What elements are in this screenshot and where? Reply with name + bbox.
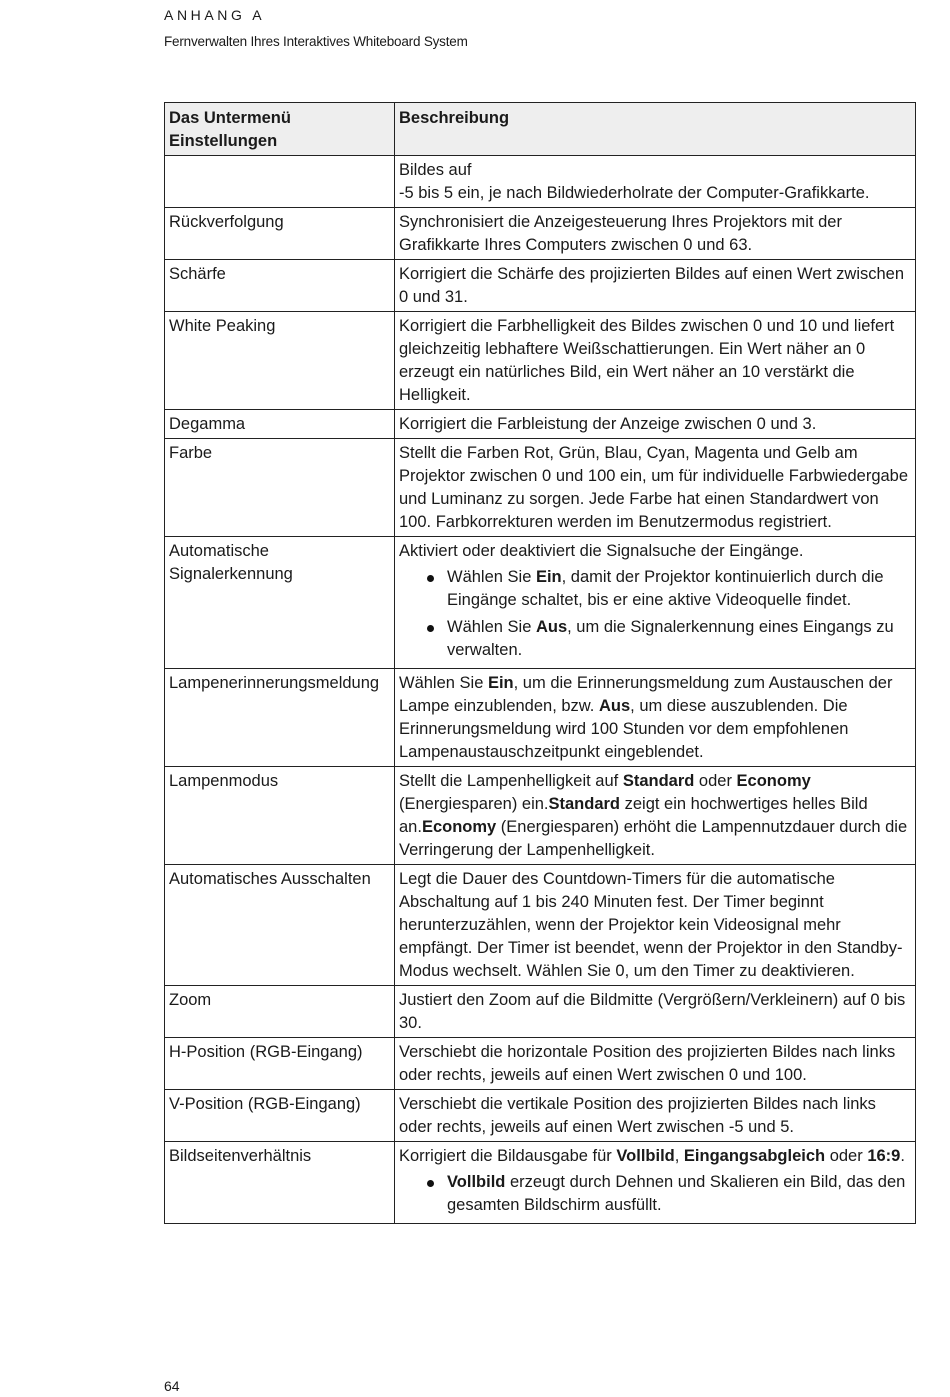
bold-term: Aus	[535, 618, 568, 636]
table-row	[165, 767, 916, 865]
text-run: , um die Signalerkennung eines Eingangs zu verwalten.	[447, 618, 894, 659]
bold-term: Standard	[548, 795, 621, 813]
setting-description	[395, 865, 916, 986]
text-run: Wählen Sie	[447, 618, 536, 636]
setting-name: Lampenerinnerungsmeldung	[165, 669, 395, 767]
setting-description	[395, 1142, 916, 1224]
text-run: Verschiebt die horizontale Position des projizierten Bildes nach links oder rechts, jeweils auf einen Wert zwischen 0 und 100.	[399, 1043, 896, 1084]
text-run: Stellt die Farben Rot, Grün, Blau, Cyan, Magenta und Gelb am Projektor zwischen 0 und 100 ein, um für individuelle Farbwiedergabe und Luminanz zu sorgen. Jede Farbe hat einen Standardwert von 100. Farbkorrekturen werden im Benutzermodus registriert.	[399, 444, 909, 531]
setting-description	[395, 986, 916, 1038]
setting-name	[165, 156, 395, 208]
description-text	[399, 1093, 911, 1139]
table-header-row	[165, 103, 916, 156]
bold-term: Standard	[622, 772, 695, 790]
description-text	[399, 989, 911, 1035]
text-run: erzeugt durch Dehnen und Skalieren ein Bild, das den gesamten Bildschirm ausfüllt.	[447, 1173, 906, 1214]
table-row	[165, 208, 916, 260]
text-run: (Energiesparen) ein.	[399, 795, 549, 813]
text-run: oder	[694, 772, 737, 790]
column-header-description: Beschreibung	[395, 103, 916, 156]
text-run: oder	[825, 1147, 868, 1165]
description-text	[399, 1145, 911, 1168]
setting-name: H-Position (RGB-Eingang)	[165, 1038, 395, 1090]
bold-term: Economy	[736, 772, 811, 790]
setting-name: Degamma	[165, 410, 395, 439]
setting-name: White Peaking	[165, 312, 395, 410]
setting-description	[395, 208, 916, 260]
setting-description	[395, 312, 916, 410]
setting-name: Schärfe	[165, 260, 395, 312]
bold-term: Ein	[487, 674, 514, 692]
bold-term: 16:9	[867, 1147, 901, 1165]
table-row	[165, 669, 916, 767]
text-run: Korrigiert die Farbleistung der Anzeige zwischen 0 und 3.	[399, 415, 817, 433]
table-row	[165, 156, 916, 208]
column-header-setting: Das Untermenü Einstellungen	[165, 103, 395, 156]
text-run: Wählen Sie	[399, 674, 488, 692]
setting-description	[395, 537, 916, 669]
text-run: , um die Erinnerungsmeldung zum Austauschen der Lampe einzublenden, bzw.	[399, 674, 893, 715]
bullet-item	[422, 566, 911, 612]
text-run: Justiert den Zoom auf die Bildmitte (Vergrößern/Verkleinern) auf 0 bis 30.	[399, 991, 906, 1032]
table-row	[165, 410, 916, 439]
bold-term: Vollbild	[447, 1173, 506, 1191]
setting-description	[395, 1090, 916, 1142]
text-run: ,	[674, 1147, 684, 1165]
document-title: Fernverwalten Ihres Interaktives Whiteboard System	[164, 34, 468, 49]
setting-description	[395, 767, 916, 865]
table-row	[165, 865, 916, 986]
text-run: (Energiesparen) erhöht die Lampennutzdauer durch die Verringerung der Lampenhelligkeit.	[399, 818, 908, 859]
page-number: 64	[164, 1378, 180, 1394]
description-text	[399, 413, 911, 436]
setting-name: Automatische Signalerkennung	[165, 537, 395, 669]
description-text	[399, 770, 911, 862]
bullet-list	[399, 1171, 911, 1217]
setting-description	[395, 669, 916, 767]
bullet-item	[422, 1171, 911, 1217]
bold-term: Ein	[535, 568, 562, 586]
setting-name: Automatisches Ausschalten	[165, 865, 395, 986]
text-run: Korrigiert die Bildausgabe für	[399, 1147, 617, 1165]
text-run: , damit der Projektor kontinuierlich durch die Eingänge schaltet, bis er eine aktive Videoquelle findet.	[447, 568, 884, 609]
description-text	[399, 315, 911, 407]
description-text	[399, 211, 911, 257]
setting-name: Rückverfolgung	[165, 208, 395, 260]
setting-description	[395, 156, 916, 208]
description-text	[399, 672, 911, 764]
settings-table	[164, 102, 916, 1224]
setting-description	[395, 439, 916, 537]
text-run: Korrigiert die Schärfe des projizierten Bildes auf einen Wert zwischen 0 und 31.	[399, 265, 905, 306]
text-run: .	[900, 1147, 905, 1165]
text-run: Legt die Dauer des Countdown-Timers für die automatische Abschaltung auf 1 bis 240 Minuten fest. Der Timer beginnt herunterzuzählen, wenn der Projektor kein Videosignal mehr empfängt. Der Timer ist beendet, wenn der Projektor in den Standby-Modus wechselt. Wählen Sie 0, um den Timer zu deaktivieren.	[399, 870, 903, 980]
bold-term: Vollbild	[616, 1147, 675, 1165]
table-row	[165, 260, 916, 312]
bold-term: Eingangsabgleich	[683, 1147, 826, 1165]
bold-term: Aus	[598, 697, 631, 715]
setting-description	[395, 260, 916, 312]
table-row	[165, 439, 916, 537]
table-row	[165, 537, 916, 669]
text-run: Korrigiert die Farbhelligkeit des Bildes zwischen 0 und 10 und liefert gleichzeitig lebhaftere Weißschattierungen. Ein Wert näher an 0 erzeugt ein natürliches Bild, ein Wert näher an 10 verstärkt die Helligkeit.	[399, 317, 895, 404]
text-run: Synchronisiert die Anzeigesteuerung Ihres Projektors mit der Grafikkarte Ihres Computers zwischen 0 und 63.	[399, 213, 842, 254]
description-text	[399, 868, 911, 983]
text-run: , um diese auszublenden. Die Erinnerungsmeldung wird 100 Stunden vor dem empfohlenen Lampenaustauschzeitpunkt eingeblendet.	[399, 697, 849, 761]
text-run: zeigt ein hochwertiges helles Bild an.	[399, 795, 868, 836]
table-row	[165, 312, 916, 410]
setting-description	[395, 410, 916, 439]
setting-name: Lampenmodus	[165, 767, 395, 865]
description-text	[399, 540, 911, 563]
setting-name: V-Position (RGB-Eingang)	[165, 1090, 395, 1142]
setting-description	[395, 1038, 916, 1090]
bullet-list	[399, 566, 911, 662]
table-body	[165, 156, 916, 1224]
text-run: Aktiviert oder deaktiviert die Signalsuche der Eingänge.	[399, 542, 804, 560]
description-text	[399, 1041, 911, 1087]
table-row	[165, 1038, 916, 1090]
setting-name: Zoom	[165, 986, 395, 1038]
text-run: Verschiebt die vertikale Position des projizierten Bildes nach links oder rechts, jeweils auf einen Wert zwischen -5 und 5.	[399, 1095, 876, 1136]
table-row	[165, 986, 916, 1038]
table-row	[165, 1142, 916, 1224]
description-text	[399, 442, 911, 534]
table-row	[165, 1090, 916, 1142]
description-line: -5 bis 5 ein, je nach Bildwiederholrate der Computer-Grafikkarte.	[399, 184, 870, 202]
description-line: Bildes auf	[399, 161, 472, 179]
setting-name: Farbe	[165, 439, 395, 537]
bold-term: Economy	[421, 818, 497, 836]
appendix-label: ANHANG A	[164, 7, 266, 23]
bullet-item	[422, 616, 911, 662]
description-text	[399, 263, 911, 309]
text-run: Wählen Sie	[447, 568, 536, 586]
setting-name: Bildseitenverhältnis	[165, 1142, 395, 1224]
text-run: Stellt die Lampenhelligkeit auf	[399, 772, 623, 790]
